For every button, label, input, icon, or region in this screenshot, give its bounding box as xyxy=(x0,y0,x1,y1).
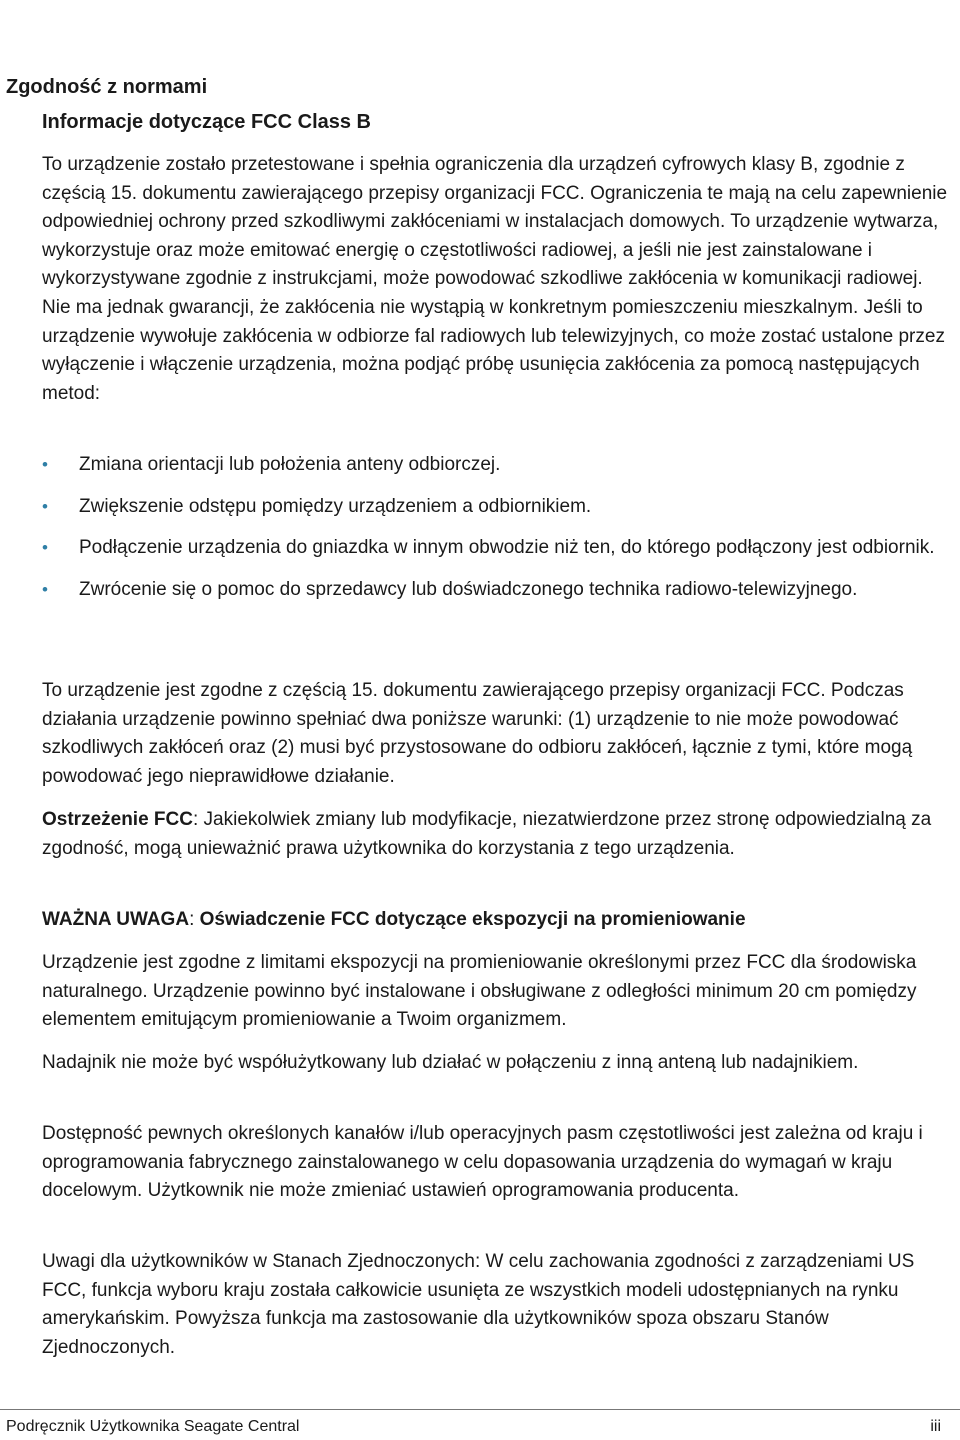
paragraph-exposure: Urządzenie jest zgodne z limitami ekspozycji na promieniowanie określonymi przez FCC dla środowiska naturalnego. Urządzenie powinno być instalowane i obsługiwane z odległości minimum 20 cm pomiędzy elementem emitującym promieniowanie a Twoim organizmem. xyxy=(42,952,917,1031)
paragraph-compliance: To urządzenie jest zgodne z częścią 15. dokumentu zawierającego przepisy organizacji FCC. Podczas działania urządzenie powinno spełniać dwa poniższe warunki: (1) urządzenie to nie może powodować szkodliwych zakłóceń oraz (2) musi być przystosowane do odbioru zakłóceń, łącznie z tymi, które mogą powodować jego nieprawidłowe działanie. xyxy=(42,680,913,787)
list-item: • Podłączenie urządzenia do gniazdka w innym obwodzie niż ten, do którego podłączony jest odbiornik. xyxy=(42,534,954,563)
subsection-heading: Informacje dotyczące FCC Class B xyxy=(42,111,371,133)
bullet-icon: • xyxy=(42,455,48,474)
section-heading: Zgodność z normami xyxy=(6,76,208,98)
paragraph-channels: Dostępność pewnych określonych kanałów i/lub operacyjnych pasm częstotliwości jest zależna od kraju i oprogramowania fabrycznego zainstalowanego w celu dopasowania urządzenia do wymagań w kraju docelowym. Użytkownik nie może zmieniać ustawień oprogramowania producenta. xyxy=(42,1123,923,1202)
important-title: Oświadczenie FCC dotyczące ekspozycji na promieniowanie xyxy=(199,909,746,930)
paragraph-fcc-intro: To urządzenie zostało przetestowane i spełnia ograniczenia dla urządzeń cyfrowych klasy B, zgodnie z częścią 15. dokumentu zawierającego przepisy organizacji FCC. Ograniczenia te mają na celu zapewnienie odpowiedniej ochrony przed szkodliwymi zakłóceniami w instalacjach domowych. To urządzenie wytwarza, wykorzystuje oraz może emitować energię o częstotliwości radiowej, a jeśli nie jest zainstalowane i wykorzystywane zgodnie z instrukcjami, może powodować szkodliwe zakłócenia w komunikacji radiowej. Nie ma jednak gwarancji, że zakłócenia nie wystąpią w konkretnym pomieszczeniu mieszkalnym. Jeśli to urządzenie wywołuje zakłócenia w odbiorze fal radiowych lub telewizyjnych, co może zostać ustalone przez wyłączenie i włączenie urządzenia, można podjąć próbę usunięcia zakłócenia za pomocą następujących metod: xyxy=(42,154,948,404)
bullet-icon: • xyxy=(42,496,48,516)
paragraph-important xyxy=(42,906,954,935)
important-separator: : xyxy=(189,909,200,930)
bullet-icon: • xyxy=(42,579,48,599)
mitigation-list xyxy=(42,451,954,617)
list-item: • Zwrócenie się o pomoc do sprzedawcy lub doświadczonego technika radiowo-telewizyjnego. xyxy=(42,576,954,605)
warning-label: Ostrzeżenie FCC xyxy=(42,809,193,830)
warning-text: : Jakiekolwiek zmiany lub modyfikacje, niezatwierdzone przez stronę odpowiedzialną za zgodność, mogą unieważnić prawa użytkownika do korzystania z tego urządzenia. xyxy=(42,809,932,859)
footer-title: Podręcznik Użytkownika Seagate Central xyxy=(6,1418,300,1435)
page-number: iii xyxy=(930,1418,941,1435)
paragraph-warning xyxy=(42,806,954,863)
paragraph-us-users: Uwagi dla użytkowników w Stanach Zjednoczonych: W celu zachowania zgodności z zarządzeniami US FCC, funkcja wyboru kraju została całkowicie usunięta ze wszystkich modeli udostępnianych na rynku amerykańskim. Powyższa funkcja ma zastosowanie dla użytkowników spoza obszaru Stanów Zjednoczonych. xyxy=(42,1251,915,1358)
footer-divider xyxy=(0,1409,960,1410)
list-item: • Zmiana orientacji lub położenia anteny odbiorczej. xyxy=(42,451,954,480)
bullet-icon: • xyxy=(42,538,48,558)
list-item: • Zwiększenie odstępu pomiędzy urządzeniem a odbiornikiem. xyxy=(42,493,954,522)
important-label: WAŻNA UWAGA xyxy=(42,909,190,930)
paragraph-transmitter: Nadajnik nie może być współużytkowany lub działać w połączeniu z inną anteną lub nadajnikiem. xyxy=(42,1052,859,1073)
